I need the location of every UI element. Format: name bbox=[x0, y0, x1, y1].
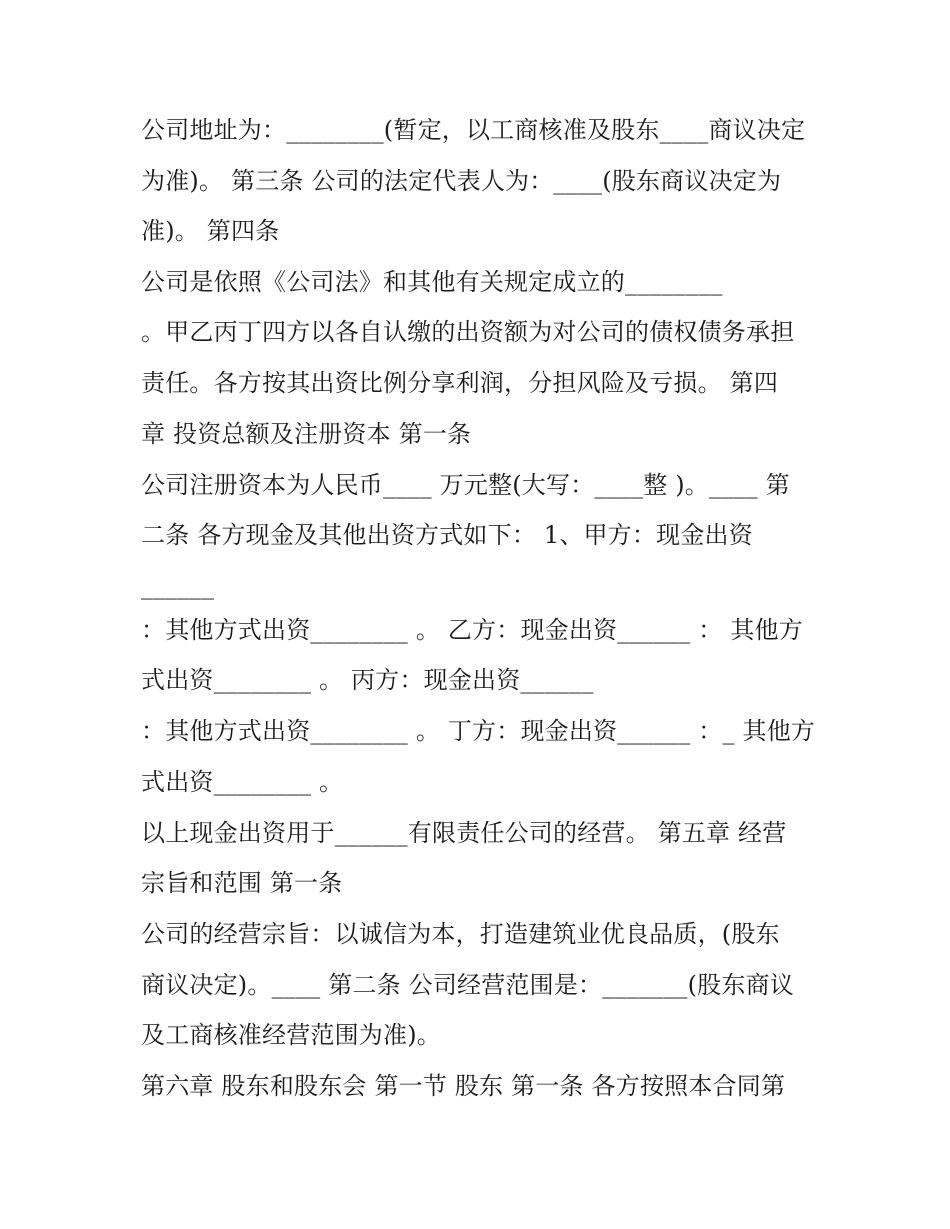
text-line-19: 及工商核准经营范围为准)。 bbox=[141, 1021, 441, 1049]
text-line-15: 以上现金出资用于______有限责任公司的经营。 第五章 经营 bbox=[141, 819, 787, 847]
text-line-11: ：其他方式出资________ 。 乙方：现金出资______ ： 其他方 bbox=[141, 616, 803, 644]
text-line-9: 二条 各方现金及其他出资方式如下： 1、甲方：现金出资 bbox=[141, 521, 753, 549]
text-line-1: 公司地址为：________(暂定，以工商核准及股东____商议决定 bbox=[141, 116, 806, 144]
text-line-3: 准)。 第四条 bbox=[141, 217, 280, 245]
text-line-4: 公司是依照《公司法》和其他有关规定成立的________ bbox=[141, 268, 723, 296]
text-line-13: ：其他方式出资________ 。 丁方：现金出资______ ：_ 其他方 bbox=[141, 717, 816, 745]
text-line-16: 宗旨和范围 第一条 bbox=[141, 869, 343, 897]
text-line-18: 商议决定)。____ 第二条 公司经营范围是：_______(股东商议 bbox=[141, 971, 794, 999]
text-line-10: ______ bbox=[141, 572, 215, 600]
text-line-14: 式出资________ 。 bbox=[141, 768, 344, 796]
text-line-8: 公司注册资本为人民币____ 万元整(大写：____整 )。____ 第 bbox=[141, 471, 790, 499]
text-line-17: 公司的经营宗旨：以诚信为本，打造建筑业优良品质，(股东 bbox=[141, 920, 780, 948]
text-line-5: 。甲乙丙丁四方以各自认缴的出资额为对公司的债权债务承担 bbox=[141, 318, 795, 346]
text-line-20: 第六章 股东和股东会 第一节 股东 第一条 各方按照本合同第 bbox=[141, 1072, 786, 1100]
text-line-6: 责任。各方按其出资比例分享利润，分担风险及亏损。 第四 bbox=[141, 369, 779, 397]
text-line-12: 式出资________ 。 丙方：现金出资______ bbox=[141, 666, 594, 694]
text-line-7: 章 投资总额及注册资本 第一条 bbox=[141, 420, 472, 448]
text-line-2: 为准)。 第三条 公司的法定代表人为：____(股东商议决定为 bbox=[141, 167, 782, 195]
